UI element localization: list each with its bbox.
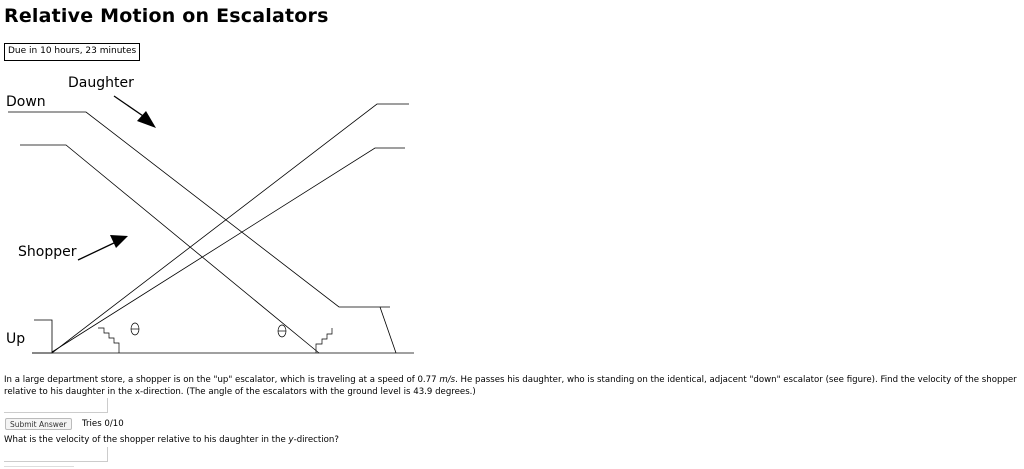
question-2-after: -direction? [293, 435, 339, 445]
up-escalator-top-edge [34, 148, 405, 352]
question-2-before: What is the velocity of the shopper relative to his daughter in the [4, 435, 289, 445]
shopper-arrow [78, 235, 128, 260]
tries-counter: Tries 0/10 [82, 419, 124, 429]
answer-y-input[interactable] [4, 447, 108, 462]
problem-text-after: . He passes his daughter, who is standing on the identical, adjacent "down" escalator (see figure). Find the velocity of the shopper relative to his daughter in the x-direction. (The angle of the escalators with the ground level is 43.9 degrees.) [4, 375, 1017, 397]
speed-units: m/s [439, 375, 456, 385]
due-badge: Due in 10 hours, 23 minutes [4, 43, 140, 61]
down-escalator-top-edge [8, 112, 390, 307]
angle-marks [131, 323, 286, 337]
submit-answer-button[interactable]: Submit Answer [5, 418, 72, 430]
divider [4, 466, 74, 467]
question-2-axis: y [288, 435, 294, 445]
page-title: Relative Motion on Escalators [4, 5, 329, 27]
daughter-arrow [114, 96, 156, 128]
up-escalator-bottom-edge [32, 104, 409, 353]
answer-x-input[interactable] [4, 398, 108, 413]
up-label: Up [6, 331, 26, 347]
down-label: Down [6, 94, 46, 110]
escalator-figure [0, 68, 420, 358]
shopper-label: Shopper [18, 244, 77, 260]
problem-text-before: In a large department store, a shopper is on the "up" escalator, which is traveling at a speed of 0.77 [4, 375, 440, 385]
problem-statement [4, 375, 1019, 398]
stair-steps [98, 328, 332, 353]
daughter-label: Daughter [68, 75, 134, 91]
question-y-direction [4, 435, 339, 445]
right-support [380, 307, 396, 353]
